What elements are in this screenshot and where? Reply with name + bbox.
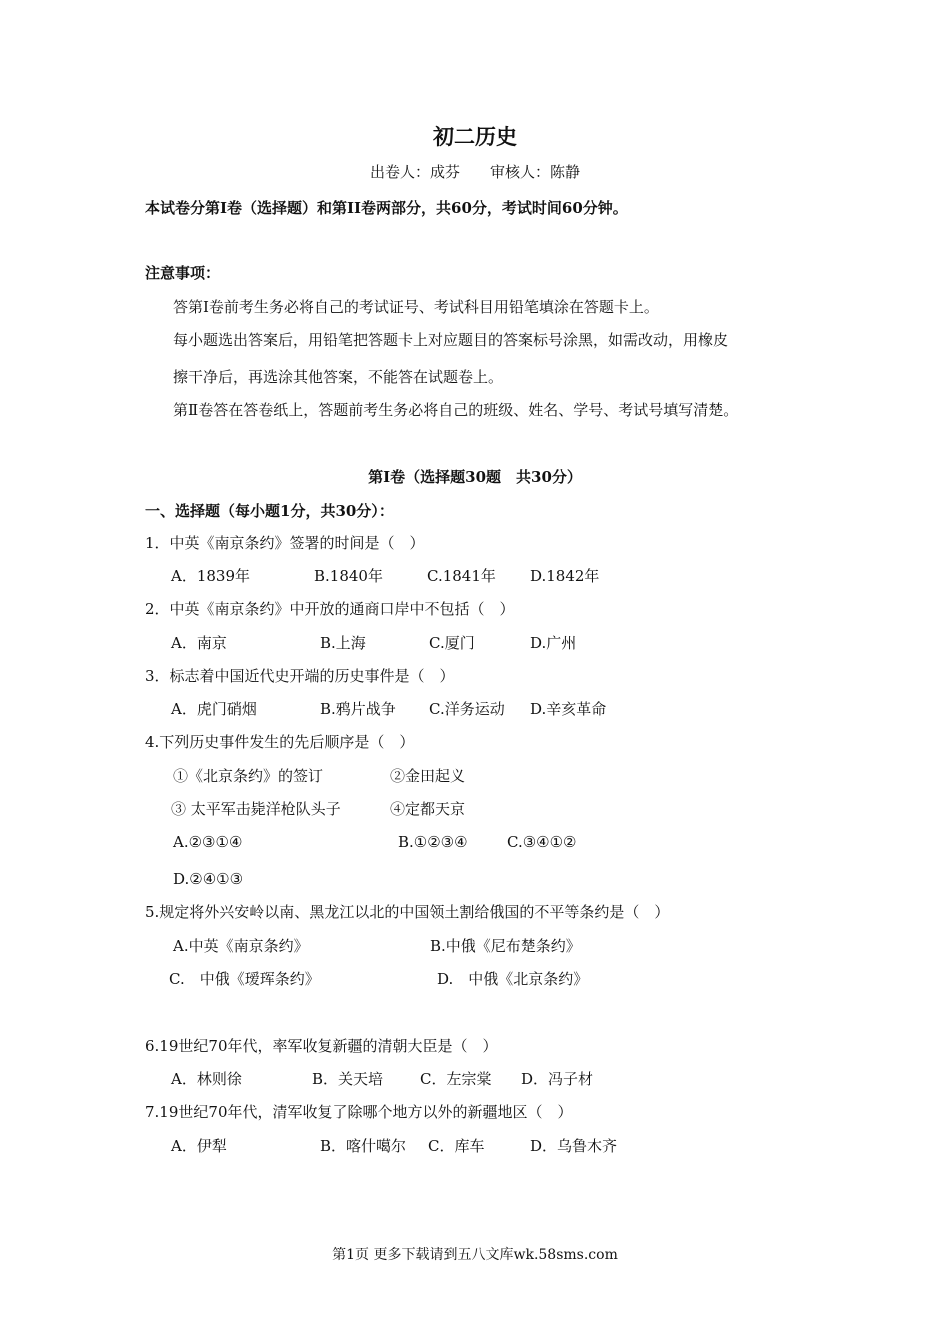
question-4-option-b: B.①②③④	[398, 833, 468, 851]
question-4-event-3: ③ 太平军击毙洋枪队头子	[171, 800, 341, 818]
question-1-option-c: C.1841年	[427, 567, 496, 585]
question-7-option-b: B．喀什噶尔	[320, 1137, 407, 1155]
question-1-option-a: A．1839年	[171, 567, 251, 585]
question-5-option-b: B.中俄《尼布楚条约》	[430, 937, 581, 955]
question-7-stem: 7.19世纪70年代，清军收复了除哪个地方以外的新疆地区（ ）	[145, 1103, 573, 1121]
page-title: 初二历史	[433, 124, 517, 149]
question-6-option-b: B．关天培	[312, 1070, 384, 1088]
question-4-option-d: D.②④①③	[173, 870, 244, 888]
question-3-stem: 3．标志着中国近代史开端的历史事件是（ ）	[145, 667, 455, 685]
question-2-option-c: C.厦门	[429, 634, 475, 652]
question-5-option-d: D. 中俄《北京条约》	[437, 970, 589, 988]
question-6-option-c: C．左宗棠	[420, 1070, 492, 1088]
question-4-stem: 4.下列历史事件发生的先后顺序是（ ）	[145, 733, 415, 751]
authors-line: 出卷人：成芬 审核人：陈静	[369, 163, 580, 181]
question-5-option-a: A.中英《南京条约》	[173, 937, 309, 955]
section-title: 第Ⅰ卷（选择题30题 共30分）	[368, 468, 582, 486]
part-heading: 一、选择题（每小题1分，共30分）：	[145, 502, 394, 520]
question-4-event-2: ②金田起义	[390, 767, 466, 785]
question-7-option-a: A．伊犁	[171, 1137, 227, 1155]
question-6-option-a: A．林则徐	[171, 1070, 242, 1088]
question-4-event-1: ①《北京条约》的签订	[173, 767, 324, 785]
question-4-option-c: C.③④①②	[507, 833, 577, 851]
notes-line-4: 第Ⅱ卷答在答卷纸上，答题前考生务必将自己的班级、姓名、学号、考试号填写清楚。	[173, 401, 739, 419]
question-7-option-c: C．库车	[428, 1137, 485, 1155]
question-3-option-d: D.辛亥革命	[530, 700, 607, 718]
notes-heading: 注意事项：	[145, 264, 221, 282]
question-6-option-d: D．冯子材	[521, 1070, 594, 1088]
notes-line-3: 擦干净后，再选涂其他答案，不能答在试题卷上。	[173, 368, 504, 386]
question-1-option-d: D.1842年	[530, 567, 600, 585]
question-6-stem: 6.19世纪70年代，率军收复新疆的清朝大臣是（ ）	[145, 1037, 498, 1055]
question-3-option-a: A．虎门硝烟	[171, 700, 257, 718]
question-5-option-c: C. 中俄《瑷珲条约》	[169, 970, 320, 988]
question-1-option-b: B.1840年	[314, 567, 383, 585]
question-2-option-d: D.广州	[530, 634, 577, 652]
question-4-option-a: A.②③①④	[173, 833, 243, 851]
question-2-stem: 2．中英《南京条约》中开放的通商口岸中不包括（ ）	[145, 600, 515, 618]
notes-line-1: 答第Ⅰ卷前考生务必将自己的考试证号、考试科目用铅笔填涂在答题卡上。	[173, 298, 659, 316]
question-4-event-4: ④定都天京	[390, 800, 466, 818]
notes-line-2: 每小题选出答案后，用铅笔把答题卡上对应题目的答案标号涂黑，如需改动，用橡皮	[173, 331, 729, 349]
question-1-stem: 1．中英《南京条约》签署的时间是（ ）	[145, 534, 425, 552]
question-2-option-b: B.上海	[320, 634, 366, 652]
question-7-option-d: D．乌鲁木齐	[530, 1137, 618, 1155]
page-footer: 第1页 更多下载请到五八文库wk.58sms.com	[332, 1247, 618, 1263]
question-3-option-c: C.洋务运动	[429, 700, 505, 718]
question-2-option-a: A．南京	[171, 634, 227, 652]
question-3-option-b: B.鸦片战争	[320, 700, 396, 718]
intro-line: 本试卷分第Ⅰ卷（选择题）和第II卷两部分，共60分，考试时间60分钟。	[145, 199, 628, 217]
question-5-stem: 5.规定将外兴安岭以南、黑龙江以北的中国领土割给俄国的不平等条约是（ ）	[145, 903, 670, 921]
